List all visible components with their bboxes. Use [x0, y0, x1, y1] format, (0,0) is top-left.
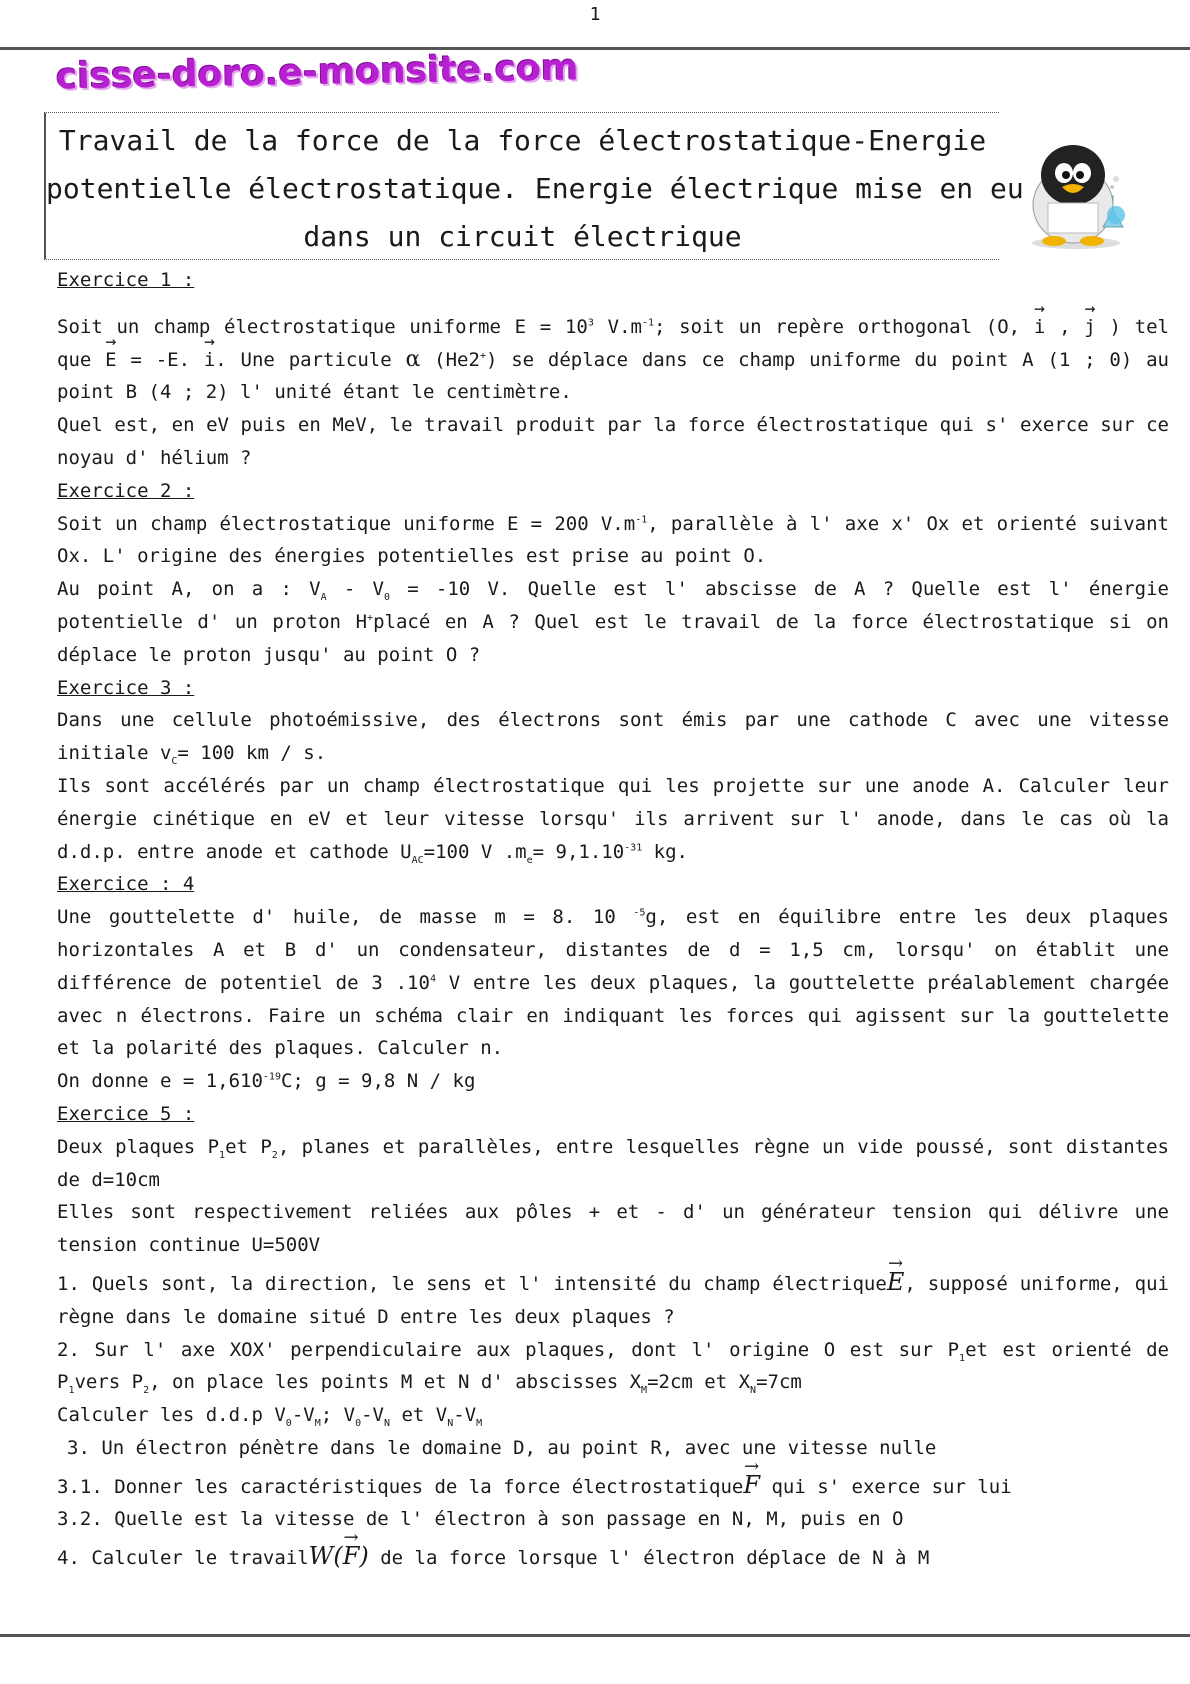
vector-E: → E — [887, 1266, 905, 1299]
exercise-5-statement: Deux plaques $P_1et$ $P_2$, planes et parallèles, entre lesquelles règne un vide poussé, sont distantes de d=10cm — [57, 1135, 1169, 1191]
exercise-1-heading: Exercice 1 : — [57, 269, 195, 291]
exercise-4-heading: Exercice : 4 — [57, 873, 195, 896]
vector-i: → i — [1034, 311, 1045, 344]
exercise-5-question-3: 3. Un électron pénètre dans le domaine D, au point R, avec une vitesse nulle — [67, 1436, 937, 1459]
title-box — [44, 112, 1024, 260]
exercise-5-question-2-calc: Calculer les d.d.p $V_0-V_M$; $V_0-V_N$ et $V_N-V_M$ — [57, 1404, 483, 1429]
header-rule — [0, 47, 1190, 50]
exercise-2-heading: Exercice 2 : — [57, 479, 195, 502]
exercise-5-heading: Exercice 5 : — [57, 1102, 195, 1125]
site-logo[interactable]: cisse-doro.e-monsite.com — [55, 47, 579, 98]
exercise-5-question-4: 4. Calculer le travailW(→ F) de la force lorsque l' électron déplace de N à M — [57, 1540, 1169, 1575]
exercise-5-question-1: 1. Quels sont, la direction, le sens et l' intensité du champ électrique→ E, supposé uniforme, qui règne dans le domaine situé D entre les deux plaques ? — [57, 1266, 1169, 1334]
alpha-symbol: α — [405, 346, 421, 372]
exercise-5-question-3-2: 3.2. Quelle est la vitesse de l' électron à son passage en N, M, puis en O — [57, 1508, 904, 1531]
exercise-1-statement: Soit un champ électrostatique uniforme $E = 10^3$ $V.m^{-1}$; soit un repère orthogonal (O, → i , → j ) tel que → E = -E. → i. Une particule α (He2+) se déplace dans ce champ uniforme du point A (1 ; 0) au point B (4 ; 2) l' unité étant le centimètre. — [57, 311, 1169, 409]
vector-F: → F — [743, 1469, 760, 1502]
penguin-scientist-icon — [1018, 135, 1138, 250]
work-symbol: W — [308, 1542, 334, 1571]
vector-E: → E — [105, 344, 116, 377]
exercise-5-generator: Elles sont respectivement reliées aux pôles + et - d' un générateur tension qui délivre une tension continue U=500V — [57, 1201, 1169, 1257]
title-line-3: dans un circuit électrique — [303, 220, 742, 253]
exercise-4-statement: Une gouttelette d' huile, de masse m = 8. 10 $^{-5}$g, est en équilibre entre les deux plaques horizontales A et B d' un condensateur, distantes de d = 1,5 cm, lorsqu' on établit une différence de potentiel de 3 $.10^4$ V entre les deux plaques, la gouttelette préalablement chargée avec n électrons. Faire un schéma clair en indiquant les forces qui agissent sur la gouttelette et la polarité des plaques. Calculer n. — [57, 906, 1170, 1060]
vector-j: → j — [1084, 311, 1095, 344]
title-line-1: Travail de la force de la force électrostatique-Energie — [58, 124, 987, 157]
exercise-3-question: Ils sont accélérés par un champ électrostatique qui les projette sur une anode A. Calculer leur énergie cinétique en eV et leur vitesse lorsqu' ils arrivent sur l' anode, dans le cas où la d.d.p. entre anode et cathode $U_{AC}=100$ V $.m_e= 9,1.10^{-31}$ kg. — [57, 774, 1169, 866]
exercise-3-statement: Dans une cellule photoémissive, des électrons sont émis par une cathode C avec une vitesse initiale $v_C= 100$ km / s. — [57, 709, 1169, 767]
exercise-2-statement: Soit un champ électrostatique uniforme E = 200 $V.m^{-1}$, parallèle à l' axe x' Ox et orienté suivant Ox. L' origine des énergies potentielles est prise au point O. — [57, 512, 1169, 568]
title-line-2: potentielle électrostatique. Energie électrique mise en eu — [46, 172, 1024, 205]
exercise-content — [57, 264, 1169, 1575]
footer-rule — [0, 1634, 1190, 1637]
exercise-3-heading: Exercice 3 : — [57, 676, 195, 699]
exercise-4-given: On donne $e = 1,610^{-19}C$; g = 9,8 N / kg — [57, 1070, 476, 1093]
page-number: 1 — [589, 4, 601, 25]
vector-F: → F — [343, 1540, 360, 1573]
exercise-1-question: Quel est, en eV puis en MeV, le travail produit par la force électrostatique qui s' exerce sur ce noyau d' hélium ? — [57, 414, 1169, 469]
exercise-5-question-2: 2. Sur l' axe XOX' perpendiculaire aux plaques, dont l' origine O est sur $P_1et$ est orienté de $P_1vers$ $P_2$, on place les points M et N d' abscisses $X_M=2cm$ et $X_N=7cm$ — [57, 1338, 1169, 1397]
exercise-5-question-3-1: 3.1. Donner les caractéristiques de la force électrostatique→ F qui s' exerce sur lui — [57, 1469, 1169, 1504]
exercise-2-question: Au point A, on a : $V_A - V_0 = -10$ V. Quelle est l' abscisse de A ? Quelle est l' énergie potentielle d' un proton H+placé en A ? Quel est le travail de la force électrostatique si on déplace le proton jusqu' au point O ? — [57, 578, 1169, 666]
vector-i: → i — [204, 344, 215, 377]
